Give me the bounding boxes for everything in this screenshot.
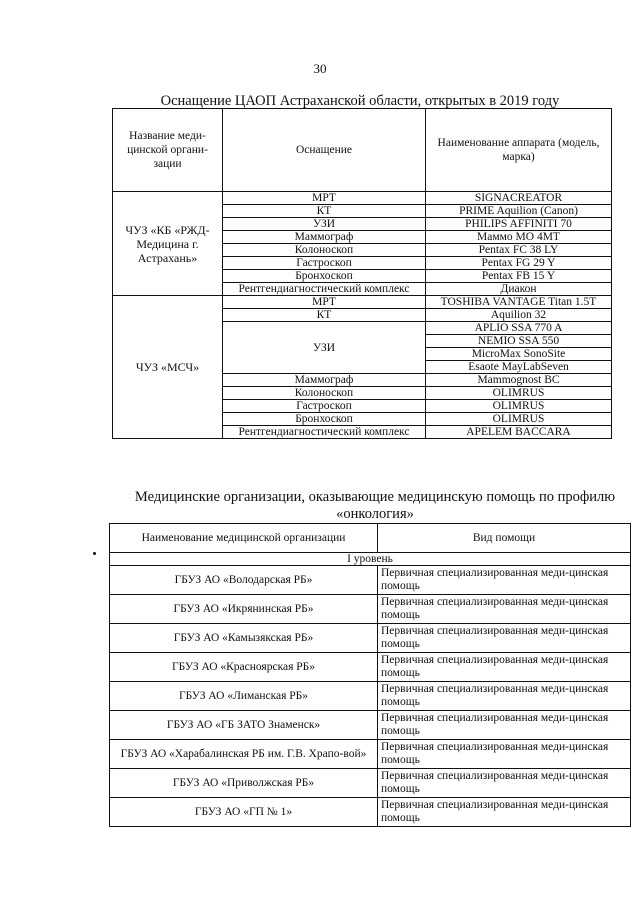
device-cell: OLIMRUS bbox=[426, 413, 612, 426]
level-label: I уровень bbox=[110, 553, 631, 566]
kind-cell: Первичная специализированная меди-цинская помощь bbox=[378, 566, 631, 595]
equipment-cell: Маммограф bbox=[223, 231, 426, 244]
device-cell: Pentax FG 29 Y bbox=[426, 257, 612, 270]
equipment-cell: МРТ bbox=[223, 296, 426, 309]
equipment-table-header-row bbox=[113, 109, 612, 192]
header-org-name: Наименование медицинской организации bbox=[110, 524, 378, 553]
oncology-row bbox=[110, 624, 631, 653]
header-device: Наименование аппарата (модель, марка) bbox=[426, 109, 612, 192]
device-cell: SIGNACREATOR bbox=[426, 192, 612, 205]
oncology-table-caption: Медицинские организации, оказывающие медицинскую помощь по профилю «онкология» bbox=[134, 489, 616, 522]
oncology-row bbox=[110, 595, 631, 624]
kind-cell: Первичная специализированная меди-цинская помощь bbox=[378, 682, 631, 711]
oncology-table-body bbox=[110, 566, 631, 827]
equipment-row bbox=[113, 192, 612, 205]
level-row bbox=[110, 553, 631, 566]
kind-cell: Первичная специализированная меди-цинская помощь bbox=[378, 798, 631, 827]
device-cell: Pentax FB 15 Y bbox=[426, 270, 612, 283]
equipment-cell: КТ bbox=[223, 205, 426, 218]
kind-cell: Первичная специализированная меди-цинская помощь bbox=[378, 653, 631, 682]
device-cell: Mammognost BC bbox=[426, 374, 612, 387]
kind-cell: Первичная специализированная меди-цинская помощь bbox=[378, 595, 631, 624]
equipment-row bbox=[113, 296, 612, 309]
org-cell: ГБУЗ АО «Камызякская РБ» bbox=[110, 624, 378, 653]
equipment-cell: Маммограф bbox=[223, 374, 426, 387]
kind-cell: Первичная специализированная меди-цинская помощь bbox=[378, 740, 631, 769]
oncology-row bbox=[110, 566, 631, 595]
org-cell: ГБУЗ АО «Лиманская РБ» bbox=[110, 682, 378, 711]
device-cell: MicroMax SonoSite bbox=[426, 348, 612, 361]
org-cell: ГБУЗ АО «ГП № 1» bbox=[110, 798, 378, 827]
org-cell: ГБУЗ АО «ГБ ЗАТО Знаменск» bbox=[110, 711, 378, 740]
page-number: 30 bbox=[313, 61, 327, 76]
device-cell: Aquilion 32 bbox=[426, 309, 612, 322]
device-cell: Маммо МО 4МТ bbox=[426, 231, 612, 244]
equipment-cell: УЗИ bbox=[223, 322, 426, 374]
oncology-row bbox=[110, 711, 631, 740]
kind-cell: Первичная специализированная меди-цинская помощь bbox=[378, 711, 631, 740]
org-name-cell: ЧУЗ «КБ «РЖД-Медицина г. Астрахань» bbox=[113, 192, 223, 296]
oncology-row bbox=[110, 653, 631, 682]
device-cell: OLIMRUS bbox=[426, 400, 612, 413]
equipment-table bbox=[112, 108, 612, 439]
org-cell: ГБУЗ АО «Харабалинская РБ им. Г.В. Храпо-вой» bbox=[110, 740, 378, 769]
oncology-row bbox=[110, 769, 631, 798]
oncology-table-header-row bbox=[110, 524, 631, 553]
equipment-cell: Рентгендиагностический комплекс bbox=[223, 426, 426, 439]
header-org: Название меди-цинской органи-зации bbox=[113, 109, 223, 192]
device-cell: PHILIPS AFFINITI 70 bbox=[426, 218, 612, 231]
margin-dot bbox=[93, 552, 96, 555]
org-name-cell: ЧУЗ «МСЧ» bbox=[113, 296, 223, 439]
kind-cell: Первичная специализированная меди-цинская помощь bbox=[378, 769, 631, 798]
device-cell: NEMIO SSA 550 bbox=[426, 335, 612, 348]
oncology-table bbox=[109, 523, 631, 827]
equipment-cell: Гастроскоп bbox=[223, 257, 426, 270]
org-cell: ГБУЗ АО «Володарская РБ» bbox=[110, 566, 378, 595]
header-equipment: Оснащение bbox=[223, 109, 426, 192]
device-cell: OLIMRUS bbox=[426, 387, 612, 400]
device-cell: Esaote MayLabSeven bbox=[426, 361, 612, 374]
equipment-cell: Бронхоскоп bbox=[223, 270, 426, 283]
equipment-cell: Гастроскоп bbox=[223, 400, 426, 413]
equipment-cell: Колоноскоп bbox=[223, 244, 426, 257]
equipment-cell: КТ bbox=[223, 309, 426, 322]
org-cell: ГБУЗ АО «Икрянинская РБ» bbox=[110, 595, 378, 624]
equipment-cell: МРТ bbox=[223, 192, 426, 205]
equipment-table-body bbox=[113, 192, 612, 439]
device-cell: TOSHIBA VANTAGE Titan 1.5T bbox=[426, 296, 612, 309]
equipment-table-caption: Оснащение ЦАОП Астраханской области, открытых в 2019 году bbox=[160, 93, 560, 109]
kind-cell: Первичная специализированная меди-цинская помощь bbox=[378, 624, 631, 653]
header-kind: Вид помощи bbox=[378, 524, 631, 553]
oncology-row bbox=[110, 798, 631, 827]
device-cell: Pentax FC 38 LY bbox=[426, 244, 612, 257]
device-cell: Диакон bbox=[426, 283, 612, 296]
equipment-cell: Колоноскоп bbox=[223, 387, 426, 400]
equipment-cell: Рентгендиагностический комплекс bbox=[223, 283, 426, 296]
oncology-row bbox=[110, 682, 631, 711]
device-cell: APELEM BACCARA bbox=[426, 426, 612, 439]
org-cell: ГБУЗ АО «Красноярская РБ» bbox=[110, 653, 378, 682]
org-cell: ГБУЗ АО «Приволжская РБ» bbox=[110, 769, 378, 798]
oncology-row bbox=[110, 740, 631, 769]
device-cell: PRIME Aquilion (Canon) bbox=[426, 205, 612, 218]
equipment-cell: УЗИ bbox=[223, 218, 426, 231]
device-cell: APLIO SSA 770 A bbox=[426, 322, 612, 335]
equipment-cell: Бронхоскоп bbox=[223, 413, 426, 426]
